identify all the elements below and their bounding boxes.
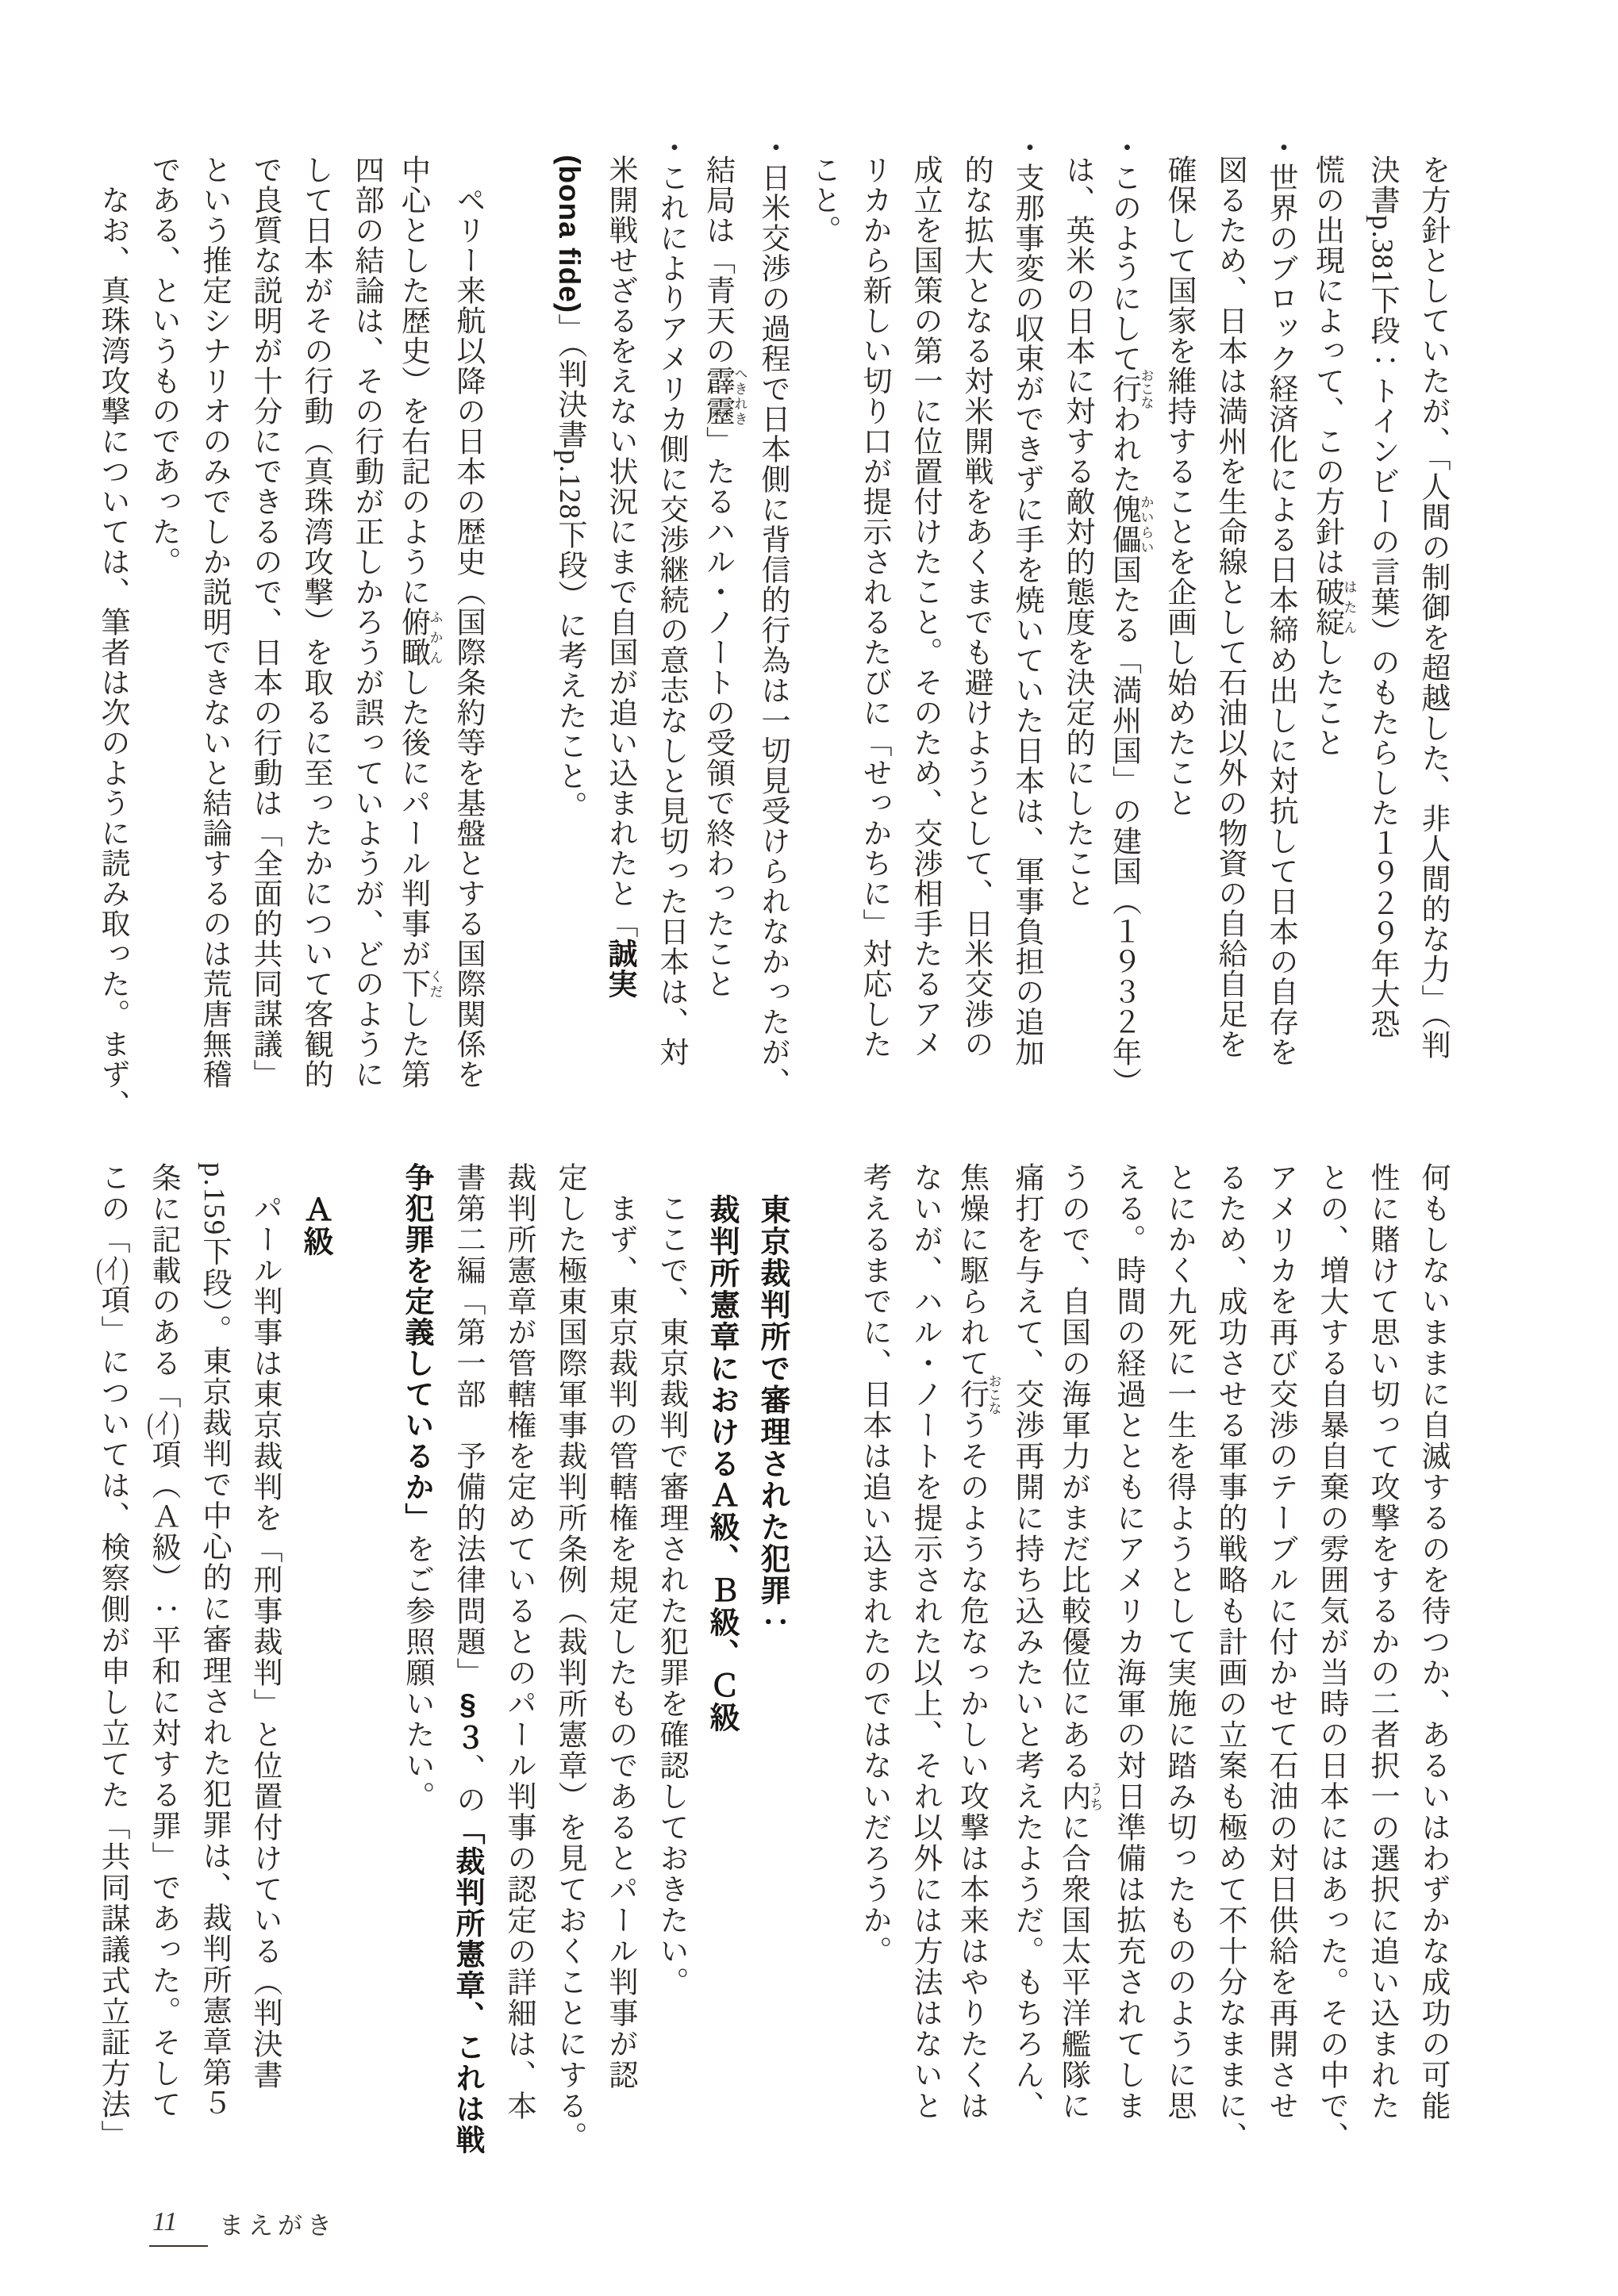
emphasis-text: §３ (452, 1688, 484, 1753)
body-text: 四部の結論は、その行動が正しかろうが誤っていようが、どのように (350, 155, 382, 1089)
body-text: リカから新しい切り口が提示されるたびに「せっかちに」対応した (858, 155, 890, 1059)
body-text: 裁判所憲章が管轄権を定めているとのパール判事の認定の詳細は、本 (502, 1162, 535, 2121)
ruby-annotation: 行おこな (1107, 368, 1154, 409)
text-column (848, 1162, 899, 2130)
body-text: なお、真珠湾攻撃については、筆者は次のように読み取った。まず、 (96, 155, 129, 1119)
ruby-annotation: 内うち (1056, 1781, 1103, 1812)
text-column (797, 155, 848, 1087)
body-text: この「 (96, 1162, 129, 1255)
text-column (645, 1162, 696, 2130)
body-text: るため、成功させる軍事的戦略も計画の立案も極めて不十分なままに、 (1213, 1162, 1246, 2152)
body-text: 焦燥に駆られて (955, 1162, 988, 1379)
body-text: ・支那事変の収束ができずに手を焼いていた日本は、軍事負担の追加 (1010, 132, 1043, 1067)
text-column (1356, 1162, 1407, 2130)
column-spacer (797, 1162, 848, 2130)
text-column (747, 132, 797, 1097)
text-column (391, 1162, 442, 2130)
body-text: ここで、東京裁判で審理された犯罪を確認しておきたい。 (655, 1162, 687, 1998)
body-text: (イ) (147, 1410, 179, 1439)
ruby-annotation: 下くだ (396, 969, 443, 999)
body-text: 中心とした歴史）を右記のように (396, 155, 429, 607)
text-column (340, 155, 391, 1087)
text-column (1356, 155, 1407, 1087)
text-column (594, 155, 645, 1087)
text-column (1305, 155, 1356, 1087)
text-column (290, 155, 340, 1087)
column-spacer (493, 155, 544, 1087)
body-text: したこと (1310, 637, 1343, 758)
text-column (1001, 132, 1051, 1065)
body-text: である、というものであった。 (147, 155, 179, 577)
body-text: 慌の出現によって、この方針は (1310, 155, 1343, 577)
text-column (1204, 155, 1255, 1087)
body-text: 、の (452, 1753, 484, 1815)
ruby-annotation: 霹靂へきれき (701, 366, 748, 426)
body-text: 結局は「青天の (701, 155, 734, 366)
body-text: 条に記載のある「 (147, 1162, 179, 1410)
text-column (493, 1162, 544, 2130)
body-text: 」（判決書p.128下段）に考えたこと。 (553, 313, 586, 821)
emphasis-text: 「裁判所憲章、これは戦 (452, 1815, 484, 2156)
body-text: 国たる「満州国」の建国（１９３２年） (1107, 555, 1140, 1097)
body-text: ・世界のブロック経済化による日本締め出しに対抗して日本の自存を (1264, 132, 1297, 1067)
text-column (1153, 155, 1204, 1087)
body-text: 裁判所憲章におけるＡ級、Ｂ級、Ｃ級 (705, 1162, 738, 1734)
body-text: を方針としていたが、「人間の制御を超越した、非人間的な力」（判 (1416, 155, 1449, 1060)
text-column (1102, 132, 1154, 1097)
text-column (950, 1162, 1001, 2130)
emphasis-text: 争犯罪を定義しているか」 (401, 1162, 433, 1534)
emphasis-text: (bona fide) (553, 155, 586, 314)
heading-column (290, 1162, 340, 2130)
body-text: 成立を国策の第一に位置付けたこと。そのため、交渉相手たるアメ (909, 155, 941, 1059)
body-text: 決書p.381下段：トインビーの言葉）のもたらした１９２９年大恐 (1366, 155, 1398, 1039)
body-text: は、英米の日本に対する敵対的態度を決定的にしたこと (1061, 155, 1093, 908)
body-text: 的な拡大となる対米開戦をあくまでも避けようとして、日米交渉の (959, 155, 992, 1059)
text-column (1255, 132, 1305, 1065)
column-spacer (340, 1162, 391, 2130)
text-column (391, 155, 442, 1087)
top-text-block (86, 132, 1458, 1119)
body-text: とにかく九死に一生を得ようとして実施に踏み切ったもののように思 (1163, 1162, 1195, 2121)
body-text: える。時間の経過とともにアメリカ海軍の対日準備は拡充されてしま (1112, 1162, 1144, 2121)
text-column (1153, 1162, 1204, 2130)
body-text: をご参照願いたい。 (401, 1534, 433, 1812)
text-column (239, 155, 290, 1087)
page-number: 11 (152, 2207, 178, 2236)
body-text: 書第二編「第一部 予備的法律問題」 (452, 1162, 484, 1688)
text-column (1407, 155, 1458, 1087)
body-text: うので、自国の海軍力がまだ比較優位にある (1056, 1162, 1090, 1781)
text-column (544, 1162, 594, 2152)
body-text: (イ) (96, 1255, 129, 1284)
body-text: した後にパール判事が (396, 667, 429, 969)
body-text: ペリー来航以降の日本の歴史（国際条約等を基盤とする国際関係を (452, 155, 484, 1089)
body-text: p.159下段）。東京裁判で中心的に審理された犯罪は、裁判所憲章第５ (198, 1162, 230, 2119)
text-column (442, 155, 493, 1087)
body-text: との、増大する自暴自棄の雰囲気が当時の日本にはあった。その中で、 (1315, 1162, 1347, 2152)
body-text: 東京裁判所で審理された犯罪： (755, 1162, 789, 1638)
ruby-annotation: 破綻はたん (1310, 577, 1357, 637)
body-text: ・これによりアメリカ側に交渉継続の意志なしと見切った日本は、対 (655, 132, 687, 1067)
text-column (594, 1162, 645, 2130)
text-column (86, 155, 137, 1119)
body-text: して日本がその行動（真珠湾攻撃）を取るに至ったかについて客観的 (299, 155, 332, 1089)
text-column (848, 155, 899, 1087)
text-column (645, 132, 696, 1065)
body-text: 考えるまでに、日本は追い込まれたのではないだろうか。 (858, 1162, 890, 1967)
body-text: 定した極東国際軍事裁判所条例（裁判所憲章）を見ておくことにする。 (553, 1162, 586, 2152)
body-text: 項」については、検察側が申し立てた「共同謀議式立証方法」 (96, 1284, 129, 2151)
text-column (137, 1162, 188, 2130)
text-column (1204, 1162, 1255, 2152)
text-column (239, 1162, 290, 2130)
text-column (696, 155, 747, 1087)
body-text: 何もしないままに自滅するのを待つか、あるいはわずかな成功の可能 (1416, 1162, 1449, 2121)
text-column (1255, 1162, 1305, 2130)
body-text: Ａ級 (298, 1162, 332, 1257)
body-text: 」たるハル・ノートの受領で終わったこと (701, 426, 734, 999)
text-column (1051, 155, 1102, 1087)
body-text: で良質な説明が十分にできるので、日本の行動は「全面的共同謀議」 (248, 155, 281, 1089)
body-text: した第 (396, 999, 429, 1089)
text-column (1051, 1162, 1102, 2130)
body-text: 痛打を与えて、交渉再開に持ち込みたいと考えたようだ。もちろん、 (1010, 1162, 1043, 2121)
ruby-annotation: 俯瞰ふかん (396, 607, 443, 667)
text-column (137, 155, 188, 1087)
page-number-underline (149, 2245, 208, 2247)
body-text: まず、東京裁判の管轄権を規定したものであるとパール判事が認 (604, 1162, 636, 2091)
body-text: 米開戦せざるをえない状況にまで自国が追い込まれたと「 (604, 155, 636, 939)
body-text: ないが、ハル・ノートを提示された以上、それ以外には方法はないと (909, 1162, 941, 2121)
body-text: こと。 (807, 155, 840, 245)
body-text: 性に賭けて思い切って攻撃をするかの二者択一の選択に追い込まれた (1366, 1162, 1398, 2121)
text-column (544, 155, 594, 1087)
body-text: われた (1107, 404, 1140, 494)
text-column (899, 1162, 950, 2130)
body-text: という推定シナリオのみでしか説明できないと結論するのは荒唐無稽 (198, 155, 230, 1089)
body-text: うそのような危なっかしい攻撃は本来はやりたくは (955, 1410, 988, 2121)
heading-column (696, 1162, 747, 2130)
text-column (188, 1162, 239, 2130)
running-title: まえがき (219, 2212, 336, 2240)
text-column (86, 1162, 137, 2151)
text-column (1407, 1162, 1458, 2130)
body-text: ・このようにして (1107, 132, 1140, 374)
bottom-text-block (86, 1162, 1458, 2156)
text-column (899, 155, 950, 1087)
body-text: に合衆国太平洋艦隊に (1056, 1812, 1090, 2121)
body-text: アメリカを再び交渉のテーブルに付かせて石油の対日供給を再開させ (1264, 1162, 1297, 2121)
body-text: 確保して国家を維持することを企画し始めたこと (1163, 155, 1195, 818)
text-column (1305, 1162, 1356, 2152)
body-text: 項（Ａ級）：平和に対する罪」であった。そして (147, 1439, 179, 2120)
text-column (1001, 1162, 1051, 2130)
text-column (442, 1162, 493, 2156)
ruby-annotation: 傀儡かいらい (1107, 494, 1154, 555)
heading-column (747, 1162, 797, 2130)
text-column (1102, 1162, 1153, 2130)
text-column (950, 155, 1001, 1087)
body-text: 図るため、日本は満州を生命線として石油以外の物資の自給自足を (1213, 155, 1246, 1059)
ruby-annotation: 行おこな (955, 1374, 1001, 1415)
text-column (188, 155, 239, 1087)
body-text: ・日米交渉の過程で日本側に背信的行為は一切見受けられなかったが、 (756, 132, 789, 1097)
emphasis-text: 誠実 (604, 939, 636, 999)
body-text: パール判事は東京裁判を「刑事裁判」と位置付けている（判決書 (248, 1162, 281, 2091)
